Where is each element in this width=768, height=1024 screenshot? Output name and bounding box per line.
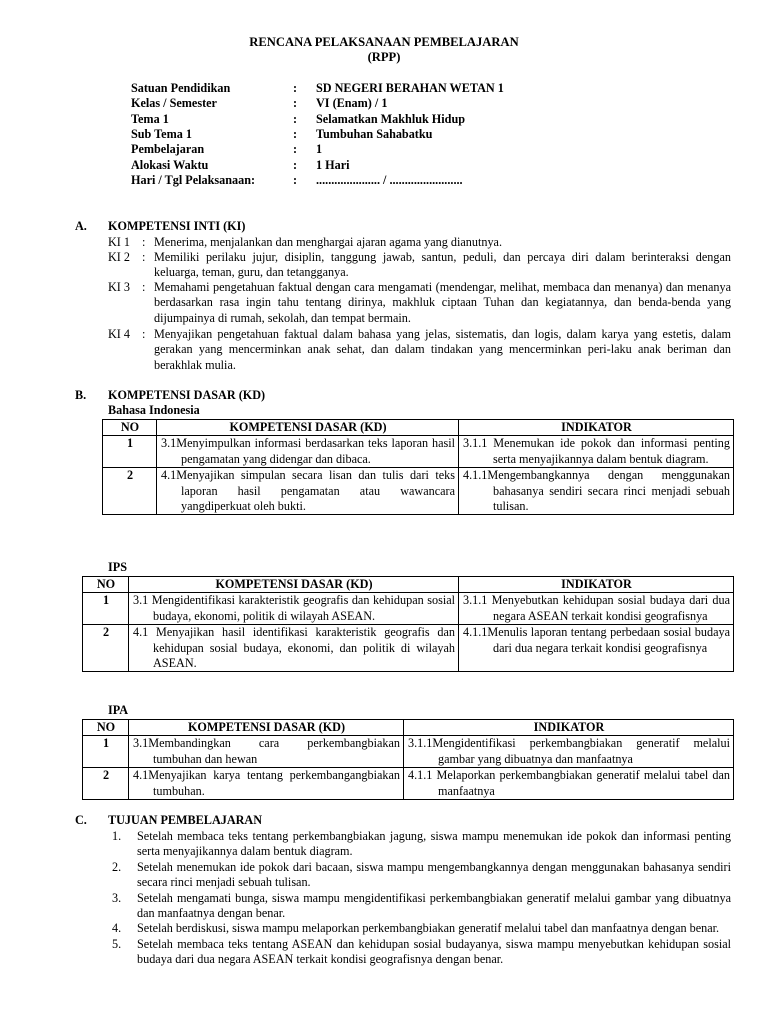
row-indikator xyxy=(404,768,734,800)
list-item xyxy=(108,921,731,936)
goal-text: Setelah menemukan ide pokok dari bacaan, siswa mampu mengembangkannya dengan menggunakan bahasanya sendiri secara rinci menjadi sebuah tulisan. xyxy=(137,859,731,890)
kd-table-ips xyxy=(82,576,734,672)
indikator-text: 3.1.1Mengidentifikasi perkembangbiakan generatif melalui gambar yang dibuatnya dan manfaatnya xyxy=(408,736,730,766)
identity-label: Pembelajaran xyxy=(131,142,205,156)
page-subtitle: (RPP) xyxy=(367,50,401,64)
identity-value: 1 xyxy=(316,142,323,156)
row-no: 2 xyxy=(103,468,157,515)
ki-item xyxy=(108,235,731,250)
ki-code: KI 1 xyxy=(108,235,131,249)
goal-number: 4. xyxy=(112,921,122,936)
row-no: 2 xyxy=(83,768,129,800)
ki-text: Memahami pengetahuan faktual dengan cara mengamati (mendengar, melihat, membaca dan menanya) dan menanya berdasarkan rasa ingin tahu tentang dirinya, makhluk ciptaan Tuhan dan kegiatannya, dan benda-benda yang dijumpainya di rumah, sekolah, dan tempat bermain. xyxy=(154,280,731,325)
section-c-letter: C. xyxy=(75,813,87,827)
row-indikator xyxy=(459,593,734,625)
indikator-text: 4.1.1Mengembangkannya dengan menggunakan bahasanya sendiri secara rinci menjadi sebuah tulisan. xyxy=(463,468,730,514)
kd-text: 4.1 Menyajikan hasil identifikasi karakteristik geografis dan kehidupan sosial budaya, ekonomi, dan politik di wilayah ASEAN. xyxy=(133,625,455,671)
goal-number: 1. xyxy=(112,829,122,843)
identity-label: Sub Tema 1 xyxy=(131,127,192,141)
ki-colon: : xyxy=(142,235,146,249)
page-title: RENCANA PELAKSANAAN PEMBELAJARAN xyxy=(249,35,519,49)
ki-colon: : xyxy=(142,250,146,264)
identity-value: 1 Hari xyxy=(316,158,350,172)
row-indikator xyxy=(459,625,734,672)
identity-label: Satuan Pendidikan xyxy=(131,81,231,95)
identity-colon: : xyxy=(293,173,298,187)
row-kd xyxy=(129,625,459,672)
row-kd xyxy=(157,468,459,515)
goal-text: Setelah mengamati bunga, siswa mampu mengidentifikasi perkembangbiakan generatif melalui gambar yang dibuatnya dan manfaatnya dengan benar. xyxy=(137,890,731,921)
table-header-row xyxy=(103,420,734,436)
identity-value: SD NEGERI BERAHAN WETAN 1 xyxy=(316,81,504,95)
identity-colon: : xyxy=(293,112,298,126)
ki-text: Memiliki perilaku jujur, disiplin, tanggung jawab, santun, peduli, dan percaya diri dalam berinteraksi dengan keluarga, teman, guru, dan tetangganya. xyxy=(154,250,731,280)
table-row xyxy=(83,768,734,800)
list-item xyxy=(108,937,731,968)
goal-text: Setelah membaca teks tentang ASEAN dan kehidupan sosial budayanya, siswa mampu menyebutkan kehidupan sosial budaya dari dua negara ASEAN terkait kondisi geografisnya dengan benar. xyxy=(137,936,731,967)
table-header-row xyxy=(83,720,734,736)
kd-table-bahasa xyxy=(102,419,734,515)
ki-item xyxy=(108,250,731,281)
identity-label: Tema 1 xyxy=(131,112,169,126)
identity-label: Hari / Tgl Pelaksanaan: xyxy=(131,173,256,187)
section-c-title: TUJUAN PEMBELAJARAN xyxy=(108,813,263,827)
identity-value: ..................... / ........................ xyxy=(316,173,463,187)
table-row xyxy=(83,625,734,672)
goal-text: Setelah berdiskusi, siswa mampu melaporkan perkembangbiakan generatif melalui tabel dan manfaatnya dengan benar. xyxy=(137,921,720,936)
header-no: NO xyxy=(103,420,157,436)
identity-label: Alokasi Waktu xyxy=(131,158,209,172)
row-indikator xyxy=(459,468,734,515)
subject-bahasa-indonesia: Bahasa Indonesia xyxy=(108,403,200,417)
header-no: NO xyxy=(83,577,129,593)
kd-text: 4.1Menyajikan karya tentang perkembangangbiakan tumbuhan. xyxy=(133,768,400,798)
table-row xyxy=(103,436,734,468)
kd-text: 3.1 Mengidentifikasi karakteristik geografis dan kehidupan sosial budaya, ekonomi, politik di wilayah ASEAN. xyxy=(133,593,455,623)
kd-text: 4.1Menyajikan simpulan secara lisan dan tulis dari teks laporan hasil pengamatan atau wawancara yangdiperkuat oleh bukti. xyxy=(161,468,455,514)
ki-text: Menyajikan pengetahuan faktual dalam bahasa yang jelas, sistematis, dan logis, dalam karya yang estetis, dalam gerakan yang mencerminkan anak sehat, dan dalam tindakan yang mencerminkan peri-laku anak beriman dan berakhlak mulia. xyxy=(154,327,731,372)
header-indikator: INDIKATOR xyxy=(459,577,734,593)
ki-item xyxy=(108,280,731,326)
section-b-letter: B. xyxy=(75,388,87,402)
row-no: 1 xyxy=(83,593,129,625)
row-no: 2 xyxy=(83,625,129,672)
ki-code: KI 2 xyxy=(108,250,131,264)
header-indikator: INDIKATOR xyxy=(459,420,734,436)
ki-item xyxy=(108,327,731,373)
row-kd xyxy=(129,768,404,800)
kd-text: 3.1Membandingkan cara perkembangbiakan tumbuhan dan hewan xyxy=(133,736,400,766)
header-kd: KOMPETENSI DASAR (KD) xyxy=(157,420,459,436)
list-item xyxy=(108,891,731,922)
identity-colon: : xyxy=(293,142,298,156)
kd-text: 3.1Menyimpulkan informasi berdasarkan teks laporan hasil pengamatan yang didengar dan dibaca. xyxy=(161,436,455,466)
ki-colon: : xyxy=(142,280,146,294)
table-row xyxy=(103,468,734,515)
identity-colon: : xyxy=(293,127,298,141)
list-item xyxy=(108,860,731,891)
kd-table-ipa xyxy=(82,719,734,800)
goals-list xyxy=(108,829,731,968)
ki-colon: : xyxy=(142,327,146,341)
row-kd xyxy=(129,593,459,625)
row-no: 1 xyxy=(83,736,129,768)
section-a-title: KOMPETENSI INTI (KI) xyxy=(108,219,246,233)
ki-code: KI 4 xyxy=(108,327,131,341)
header-kd: KOMPETENSI DASAR (KD) xyxy=(129,577,459,593)
ki-code: KI 3 xyxy=(108,280,131,294)
table-row xyxy=(83,593,734,625)
section-b-title: KOMPETENSI DASAR (KD) xyxy=(108,388,266,402)
goal-number: 2. xyxy=(112,859,122,874)
subject-ipa: IPA xyxy=(108,703,129,717)
goal-number: 3. xyxy=(112,890,122,905)
identity-value: Tumbuhan Sahabatku xyxy=(316,127,433,141)
row-kd xyxy=(157,436,459,468)
indikator-text: 4.1.1 Melaporkan perkembangbiakan generatif melalui tabel dan manfaatnya xyxy=(408,768,730,798)
goal-text: Setelah membaca teks tentang perkembangbiakan jagung, siswa mampu menemukan ide pokok dan informasi penting serta menyajikannya dalam bentuk diagram. xyxy=(137,829,731,859)
table-row xyxy=(83,736,734,768)
subject-ips: IPS xyxy=(108,560,127,574)
section-a-letter: A. xyxy=(75,219,87,233)
identity-label: Kelas / Semester xyxy=(131,96,217,110)
identity-value: VI (Enam) / 1 xyxy=(316,96,388,110)
identity-value: Selamatkan Makhluk Hidup xyxy=(316,112,466,126)
row-kd xyxy=(129,736,404,768)
indikator-text: 3.1.1 Menemukan ide pokok dan informasi penting serta menyajikannya dalam bentuk diagram. xyxy=(463,436,730,466)
goal-number: 5. xyxy=(112,936,122,951)
ki-text: Menerima, menjalankan dan menghargai ajaran agama yang dianutnya. xyxy=(154,235,502,249)
row-no: 1 xyxy=(103,436,157,468)
row-indikator xyxy=(404,736,734,768)
header-kd: KOMPETENSI DASAR (KD) xyxy=(129,720,404,736)
header-indikator: INDIKATOR xyxy=(404,720,734,736)
indikator-text: 4.1.1Menulis laporan tentang perbedaan sosial budaya dari dua negara terkait kondisi geografisnya xyxy=(463,625,730,655)
identity-colon: : xyxy=(293,158,298,172)
identity-colon: : xyxy=(293,81,298,95)
row-indikator xyxy=(459,436,734,468)
indikator-text: 3.1.1 Menyebutkan kehidupan sosial budaya dari dua negara ASEAN terkait kondisi geografisnya xyxy=(463,593,730,623)
list-item xyxy=(108,829,731,860)
identity-colon: : xyxy=(293,96,298,110)
table-header-row xyxy=(83,577,734,593)
header-no: NO xyxy=(83,720,129,736)
